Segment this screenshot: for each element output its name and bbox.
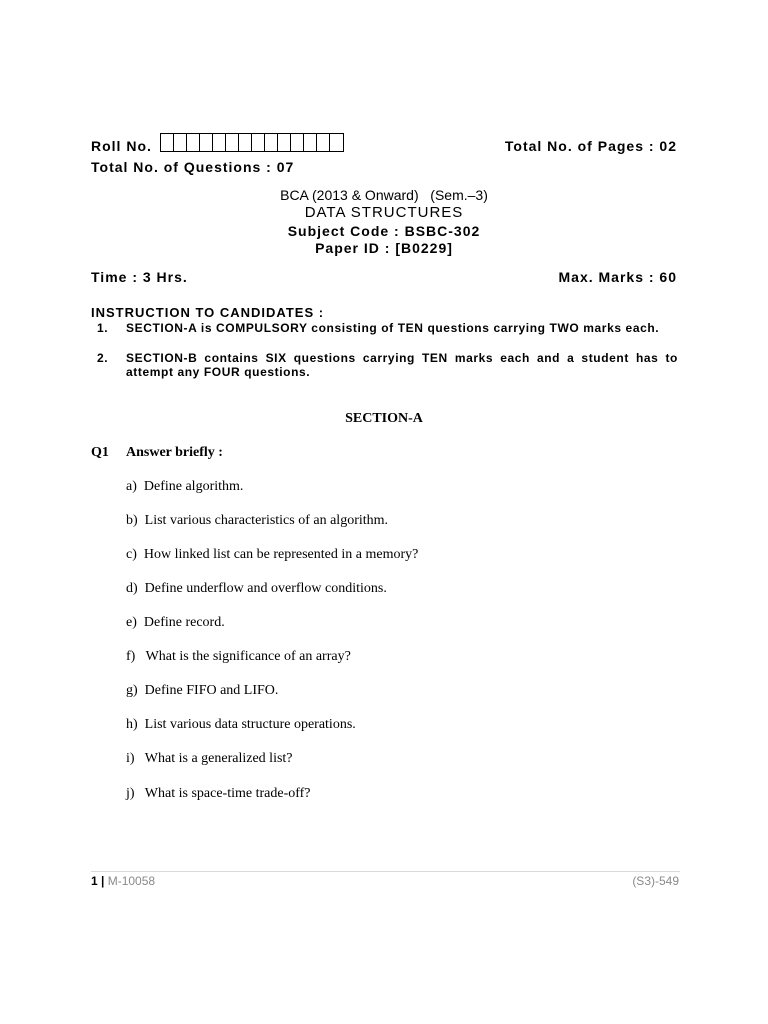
footer-right-code: (S3)-549 <box>632 874 679 888</box>
roll-no-boxes[interactable] <box>160 133 344 152</box>
footer-left <box>91 874 155 888</box>
max-marks: Max. Marks : 60 <box>558 269 677 285</box>
question-item-f: f) What is the significance of an array? <box>126 649 351 664</box>
question-item-h: h) List various data structure operations. <box>126 717 356 732</box>
paper-id: Paper ID : [B0229] <box>315 240 453 256</box>
question-item-a: a) Define algorithm. <box>126 479 244 494</box>
subject-code: Subject Code : BSBC-302 <box>287 223 481 239</box>
footer-page-number: 1 <box>91 874 98 888</box>
instruction-text: SECTION-B contains SIX questions carrying TEN marks each and a student has to attempt any FOUR questions. <box>126 351 678 379</box>
instruction-item <box>91 321 678 335</box>
roll-no-box[interactable] <box>187 134 200 151</box>
roll-no-box[interactable] <box>200 134 213 151</box>
roll-no-box[interactable] <box>278 134 291 151</box>
roll-no-box[interactable] <box>226 134 239 151</box>
instruction-text: SECTION-A is COMPULSORY consisting of TEN questions carrying TWO marks each. <box>126 321 660 335</box>
roll-no-box[interactable] <box>330 134 343 151</box>
footer-divider <box>91 871 680 872</box>
question-item-d: d) Define underflow and overflow conditions. <box>126 581 387 596</box>
question-item-c: c) How linked list can be represented in a memory? <box>126 547 419 562</box>
roll-no-box[interactable] <box>252 134 265 151</box>
instruction-item <box>91 351 678 379</box>
course-line: BCA (2013 & Onward) (Sem.–3) <box>280 187 488 203</box>
instruction-number: 2. <box>97 351 109 365</box>
subject-title: DATA STRUCTURES <box>304 204 464 221</box>
roll-no-box[interactable] <box>213 134 226 151</box>
question-text: Answer briefly : <box>126 445 223 460</box>
instruction-number: 1. <box>97 321 109 335</box>
exam-time: Time : 3 Hrs. <box>91 269 188 285</box>
roll-no-box[interactable] <box>161 134 174 151</box>
question-item-j: j) What is space-time trade-off? <box>126 786 311 801</box>
roll-no-box[interactable] <box>265 134 278 151</box>
roll-no-box[interactable] <box>291 134 304 151</box>
roll-no-box[interactable] <box>304 134 317 151</box>
roll-no-box[interactable] <box>239 134 252 151</box>
question-item-g: g) Define FIFO and LIFO. <box>126 683 279 698</box>
question-item-e: e) Define record. <box>126 615 225 630</box>
roll-no-box[interactable] <box>174 134 187 151</box>
total-pages: Total No. of Pages : 02 <box>504 138 677 154</box>
question-item-b: b) List various characteristics of an algorithm. <box>126 513 389 528</box>
instructions-heading: INSTRUCTION TO CANDIDATES : <box>91 305 325 320</box>
section-a-title: SECTION-A <box>345 411 423 426</box>
question-number: Q1 <box>91 445 109 460</box>
footer-paper-code: M-10058 <box>107 874 156 888</box>
total-questions: Total No. of Questions : 07 <box>91 159 295 175</box>
roll-no-box[interactable] <box>317 134 330 151</box>
footer-separator: | <box>97 874 108 888</box>
question-item-i: i) What is a generalized list? <box>126 751 293 766</box>
roll-no-label: Roll No. <box>91 138 152 154</box>
